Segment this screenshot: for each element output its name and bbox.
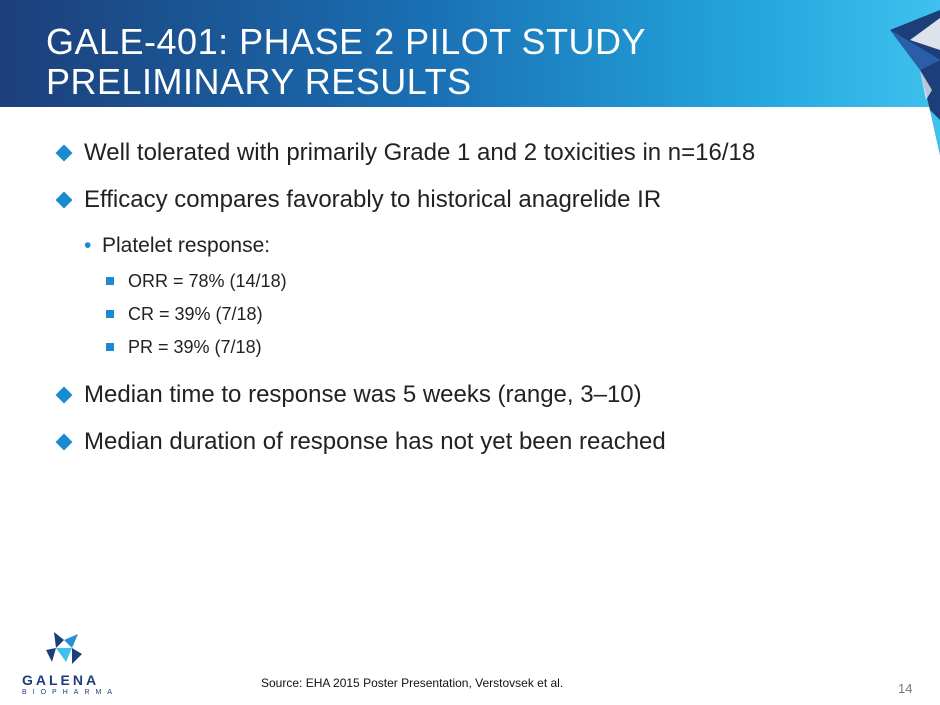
bullet-item [58,380,918,410]
sub-sub-bullet-item [58,270,918,292]
title-line-1: GALE-401: PHASE 2 PILOT STUDY [46,21,647,62]
slide-title [46,22,646,102]
sub-sub-bullet-item [58,336,918,358]
corner-crystal-graphic [850,0,940,160]
bullet-item [58,138,918,168]
sub-sub-bullet-text: PR = 39% (7/18) [128,337,262,357]
galena-logo-icon [16,628,116,672]
bullet-list [58,138,918,474]
bullet-text: Efficacy compares favorably to historical anagrelide IR [84,186,662,213]
square-bullet-icon [106,277,114,285]
sub-bullet-item [58,232,918,260]
sub-bullet-text: Platelet response: [102,234,271,257]
dot-bullet-icon: • [84,234,92,257]
sub-sub-bullet-text: CR = 39% (7/18) [128,304,263,324]
diamond-bullet-icon [56,192,73,209]
page-number: 14 [898,681,913,696]
title-line-2: PRELIMINARY RESULTS [46,61,472,102]
title-banner [0,0,940,107]
diamond-bullet-icon [56,387,73,404]
logo-wordmark: GALENA [22,672,100,688]
logo-subtitle: BIOPHARMA [22,689,119,696]
sub-sub-bullet-text: ORR = 78% (14/18) [128,271,287,291]
bullet-text: Median duration of response has not yet been reached [84,428,666,455]
diamond-bullet-icon [56,434,73,451]
square-bullet-icon [106,310,114,318]
bullet-item [58,427,918,457]
diamond-bullet-icon [56,145,73,162]
bullet-text: Well tolerated with primarily Grade 1 and 2 toxicities in n=16/18 [84,139,756,166]
square-bullet-icon [106,343,114,351]
bullet-item [58,185,918,215]
bullet-text: Median time to response was 5 weeks (range, 3–10) [84,381,642,408]
sub-sub-bullet-item [58,303,918,325]
source-citation: Source: EHA 2015 Poster Presentation, Verstovsek et al. [261,676,564,690]
